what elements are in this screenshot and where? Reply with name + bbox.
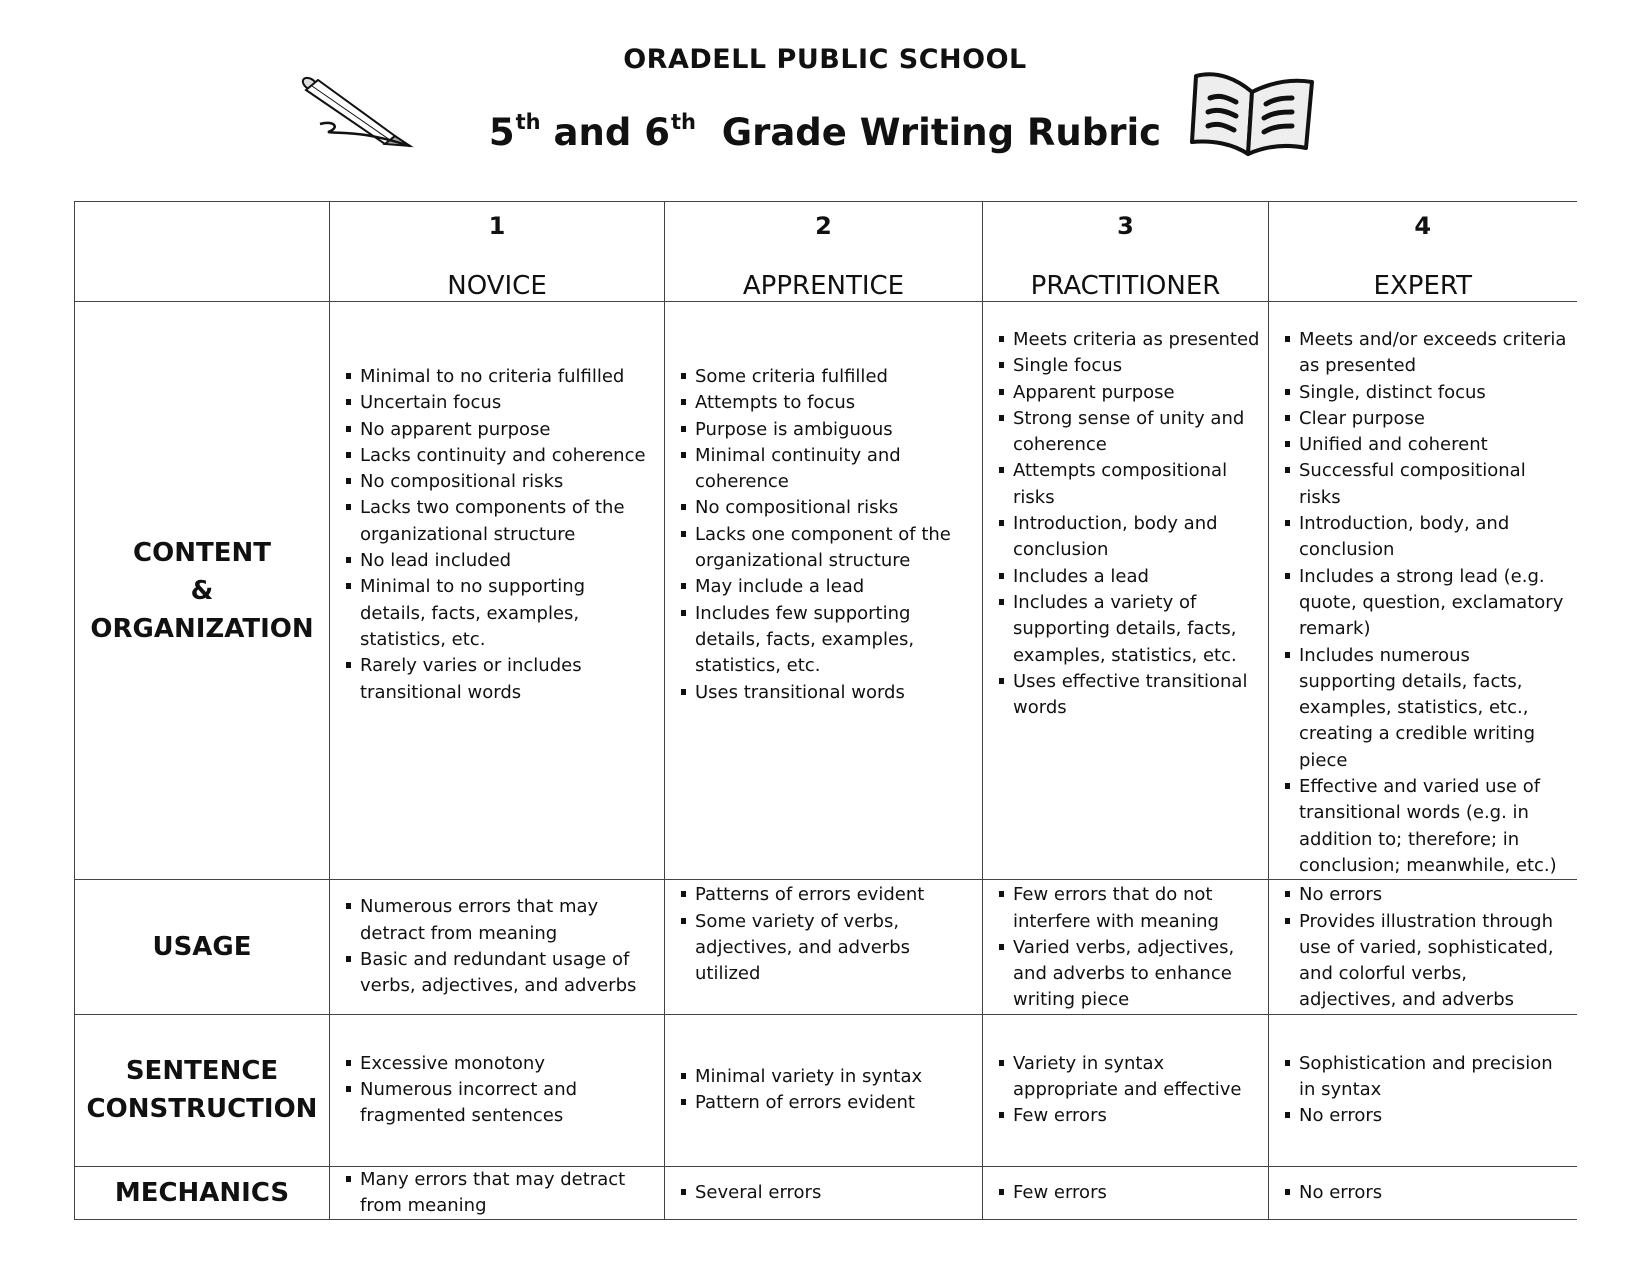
- criteria-item: Single focus: [1013, 353, 1260, 379]
- criteria-item: Minimal to no supporting details, facts, examples, statistics, etc.: [360, 574, 656, 653]
- title-sup: th: [670, 110, 696, 134]
- criteria-item: Sophistication and precision in syntax: [1299, 1051, 1569, 1104]
- criteria-item: Rarely varies or includes transitional words: [360, 653, 656, 706]
- criteria-item: Meets criteria as presented: [1013, 327, 1260, 353]
- row-label-line: ORGANIZATION: [90, 613, 314, 644]
- criteria-list: [983, 882, 1268, 1013]
- criteria-item: Includes a strong lead (e.g. quote, question, exclamatory remark): [1299, 564, 1569, 643]
- criteria-list: [330, 894, 664, 999]
- criteria-list: [1269, 1180, 1577, 1206]
- row-label: [75, 880, 330, 1014]
- cell-expert: [1269, 880, 1577, 1014]
- criteria-item: Includes few supporting details, facts, examples, statistics, etc.: [695, 601, 974, 680]
- title-text: Grade Writing Rubric: [695, 111, 1162, 154]
- level-header-apprentice: [665, 202, 983, 302]
- cell-apprentice: [665, 1166, 983, 1220]
- cell-expert: [1269, 302, 1577, 880]
- criteria-item: Many errors that may detract from meaning: [360, 1167, 656, 1220]
- criteria-item: No errors: [1299, 1103, 1569, 1129]
- criteria-item: Patterns of errors evident: [695, 882, 974, 908]
- criteria-item: Purpose is ambiguous: [695, 417, 974, 443]
- criteria-item: Few errors: [1013, 1103, 1260, 1129]
- criteria-item: Includes numerous supporting details, facts, examples, statistics, etc., creating a credible writing piece: [1299, 643, 1569, 774]
- row-label-line: CONSTRUCTION: [86, 1094, 318, 1125]
- criteria-list: [1269, 1051, 1577, 1130]
- row-label-line: USAGE: [152, 931, 252, 962]
- pencil-icon: [300, 76, 425, 148]
- criteria-item: Apparent purpose: [1013, 380, 1260, 406]
- cell-apprentice: [665, 302, 983, 880]
- title-grade-5: 5: [488, 111, 515, 154]
- cell-practitioner: [983, 1014, 1269, 1166]
- criteria-item: Includes a lead: [1013, 564, 1260, 590]
- criteria-item: Strong sense of unity and coherence: [1013, 406, 1260, 459]
- criteria-item: Attempts to focus: [695, 390, 974, 416]
- row-label-line: MECHANICS: [114, 1178, 290, 1209]
- criteria-list: [665, 364, 982, 706]
- criteria-list: [665, 882, 982, 987]
- criteria-item: Few errors: [1013, 1180, 1260, 1206]
- row-content-organization: [75, 302, 1577, 880]
- row-label-line: CONTENT: [133, 537, 271, 568]
- criteria-list: [983, 1051, 1268, 1130]
- criteria-item: Includes a variety of supporting details, facts, examples, statistics, etc.: [1013, 590, 1260, 669]
- corner-cell: [75, 202, 330, 302]
- rubric-table: [74, 201, 1577, 1220]
- criteria-item: Minimal variety in syntax: [695, 1064, 974, 1090]
- criteria-list: [330, 1051, 664, 1130]
- criteria-item: Effective and varied use of transitional words (e.g. in addition to; therefore; in conclusion; meanwhile, etc.): [1299, 774, 1569, 879]
- level-name: EXPERT: [1373, 271, 1472, 301]
- criteria-item: Numerous incorrect and fragmented sentences: [360, 1077, 656, 1130]
- criteria-item: No lead included: [360, 548, 656, 574]
- criteria-item: No compositional risks: [360, 469, 656, 495]
- criteria-list: [983, 1180, 1268, 1206]
- row-mechanics: [75, 1166, 1577, 1220]
- page-title: [0, 110, 1650, 154]
- cell-novice: [330, 1014, 665, 1166]
- level-number: 2: [815, 212, 832, 240]
- criteria-item: Introduction, body and conclusion: [1013, 511, 1260, 564]
- row-label-line: &: [190, 575, 214, 606]
- criteria-item: Uses effective transitional words: [1013, 669, 1260, 722]
- cell-novice: [330, 1166, 665, 1220]
- criteria-item: No errors: [1299, 882, 1569, 908]
- criteria-item: Uses transitional words: [695, 680, 974, 706]
- criteria-item: Introduction, body, and conclusion: [1299, 511, 1569, 564]
- header-row: [75, 202, 1577, 302]
- title-sup: th: [515, 110, 541, 134]
- criteria-item: Lacks one component of the organizational structure: [695, 522, 974, 575]
- criteria-item: No errors: [1299, 1180, 1569, 1206]
- criteria-list: [983, 327, 1268, 721]
- cell-practitioner: [983, 1166, 1269, 1220]
- row-label: [75, 1166, 330, 1220]
- cell-expert: [1269, 1014, 1577, 1166]
- level-number: 3: [1117, 212, 1134, 240]
- criteria-list: [665, 1180, 982, 1206]
- criteria-item: Numerous errors that may detract from meaning: [360, 894, 656, 947]
- cell-practitioner: [983, 880, 1269, 1014]
- criteria-item: Attempts compositional risks: [1013, 458, 1260, 511]
- criteria-item: Successful compositional risks: [1299, 458, 1569, 511]
- criteria-item: Lacks continuity and coherence: [360, 443, 656, 469]
- level-number: 4: [1414, 212, 1432, 240]
- cell-expert: [1269, 1166, 1577, 1220]
- row-label: [75, 1014, 330, 1166]
- criteria-item: Variety in syntax appropriate and effective: [1013, 1051, 1260, 1104]
- level-name: PRACTITIONER: [1030, 271, 1221, 301]
- criteria-item: Uncertain focus: [360, 390, 656, 416]
- cell-apprentice: [665, 1014, 983, 1166]
- criteria-item: Pattern of errors evident: [695, 1090, 974, 1116]
- level-number: 1: [488, 212, 506, 240]
- criteria-item: Single, distinct focus: [1299, 380, 1569, 406]
- level-header-expert: [1269, 202, 1577, 302]
- open-book-icon: [1188, 62, 1318, 162]
- level-header-practitioner: [983, 202, 1269, 302]
- level-header-novice: [330, 202, 665, 302]
- criteria-item: Clear purpose: [1299, 406, 1569, 432]
- cell-apprentice: [665, 880, 983, 1014]
- criteria-item: No apparent purpose: [360, 417, 656, 443]
- criteria-item: Meets and/or exceeds criteria as presented: [1299, 327, 1569, 380]
- cell-novice: [330, 880, 665, 1014]
- criteria-item: Some variety of verbs, adjectives, and adverbs utilized: [695, 909, 974, 988]
- criteria-list: [1269, 327, 1577, 879]
- title-grade-6: and 6: [540, 111, 670, 154]
- criteria-item: Unified and coherent: [1299, 432, 1569, 458]
- criteria-item: Minimal to no criteria fulfilled: [360, 364, 656, 390]
- row-usage: [75, 880, 1577, 1014]
- criteria-list: [330, 1167, 664, 1220]
- criteria-item: No compositional risks: [695, 495, 974, 521]
- criteria-item: Some criteria fulfilled: [695, 364, 974, 390]
- cell-novice: [330, 302, 665, 880]
- criteria-item: Basic and redundant usage of verbs, adjectives, and adverbs: [360, 947, 656, 1000]
- row-label: [75, 302, 330, 880]
- criteria-item: Several errors: [695, 1180, 974, 1206]
- level-name: APPRENTICE: [742, 271, 905, 301]
- criteria-list: [1269, 882, 1577, 1013]
- level-name: NOVICE: [447, 271, 547, 301]
- criteria-item: Varied verbs, adjectives, and adverbs to enhance writing piece: [1013, 935, 1260, 1014]
- criteria-item: Provides illustration through use of varied, sophisticated, and colorful verbs, adjectives, and adverbs: [1299, 909, 1569, 1014]
- criteria-list: [665, 1064, 982, 1117]
- criteria-item: Few errors that do not interfere with meaning: [1013, 882, 1260, 935]
- criteria-item: Excessive monotony: [360, 1051, 656, 1077]
- cell-practitioner: [983, 302, 1269, 880]
- row-sentence-construction: [75, 1014, 1577, 1166]
- school-name: ORADELL PUBLIC SCHOOL: [623, 44, 1027, 75]
- criteria-list: [330, 364, 664, 706]
- criteria-item: Minimal continuity and coherence: [695, 443, 974, 496]
- row-label-line: SENTENCE: [125, 1056, 279, 1087]
- criteria-item: Lacks two components of the organizational structure: [360, 495, 656, 548]
- criteria-item: May include a lead: [695, 574, 974, 600]
